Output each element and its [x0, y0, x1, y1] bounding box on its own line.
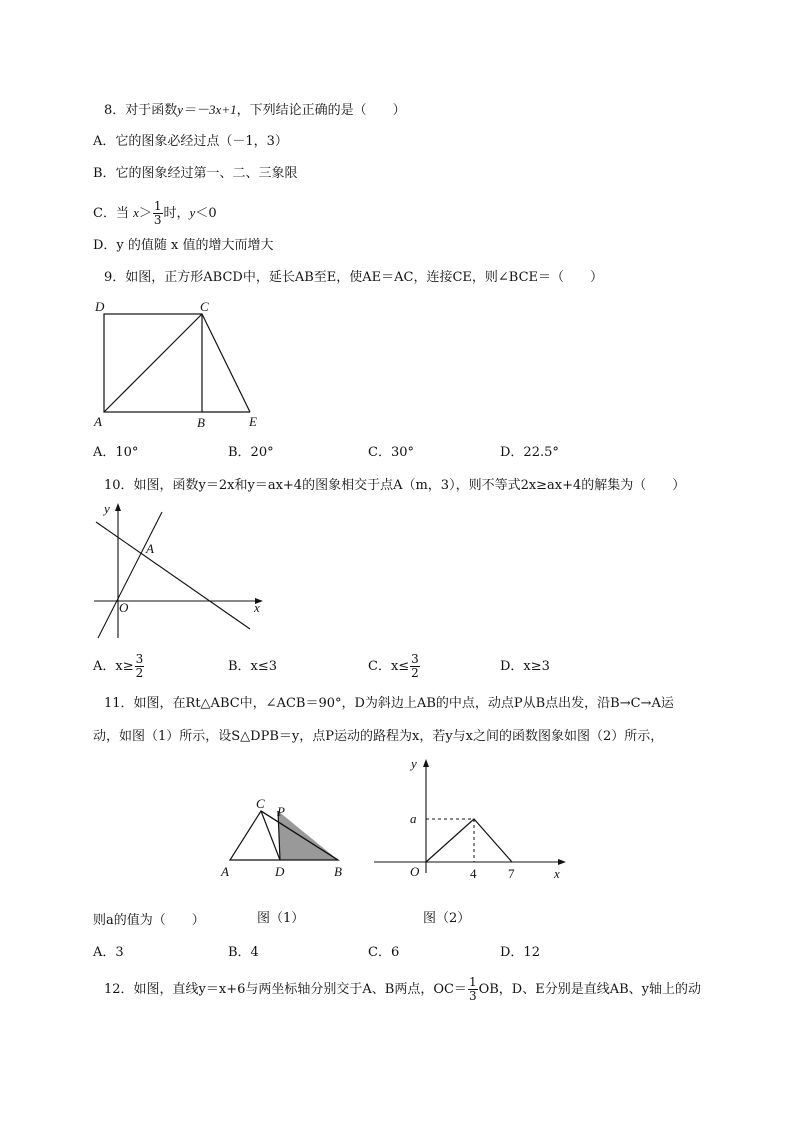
label-o: O [410, 864, 420, 879]
fraction-numerator: 1 [468, 975, 477, 989]
q9-option-c: C．30° [368, 445, 414, 460]
q10-option-c-fraction [410, 653, 420, 680]
label-a: a [410, 811, 417, 826]
q9-option-a: A．10° [93, 445, 139, 460]
q11-option-b: B．4 [228, 945, 259, 960]
q8-option-c-gt: ＞ [138, 206, 152, 221]
q10-graph-figure [90, 500, 270, 645]
q12-stem-prefix: 12．如图，直线y＝x+6与两坐标轴分别交于A、B两点，OC＝ [104, 982, 467, 997]
q10-option-c [368, 650, 421, 684]
q12-fraction [468, 976, 478, 1003]
label-b: B [334, 864, 342, 879]
q9-option-b: B．20° [228, 445, 274, 460]
q8-stem-suffix: ，下列结论正确的是（ ） [236, 103, 406, 118]
label-c: C [200, 299, 209, 314]
fraction-denominator: 3 [468, 989, 477, 1003]
q10-option-a-fraction [135, 653, 145, 680]
q11-stem-line2: 动，如图（1）所示，设S△DPB＝y，点P运动的路程为x，若y与x之间的函数图象如图（2）所示， [93, 729, 664, 744]
q9-square-figure [90, 298, 270, 433]
label-b: B [197, 415, 205, 430]
label-a: A [94, 414, 102, 429]
label-a: A [146, 541, 154, 556]
label-p: P [277, 804, 285, 819]
tick-label-4: 4 [470, 866, 477, 881]
q8-stem [104, 100, 406, 121]
q11-stem-line3: 则a的值为（ ） [93, 913, 205, 928]
q11-stem-line1: 11．如图，在Rt△ABC中，∠ACB＝90°，D为斜边上AB的中点，动点P从B点出发，沿B→C→A运 [104, 696, 674, 711]
q8-option-c-var: x [133, 205, 139, 220]
fraction-numerator: 3 [135, 652, 144, 666]
q8-option-c-end: ＜0 [195, 206, 217, 221]
q9-stem: 9．如图，正方形ABCD中，延长AB至E，使AE＝AC，连接CE，则∠BCE＝（ ） [104, 270, 604, 285]
fraction-numerator: 3 [411, 652, 419, 666]
q8-option-d: D．y 的值随 x 值的增大而增大 [93, 238, 274, 253]
fraction-numerator: 1 [153, 199, 162, 213]
fraction-denominator: 3 [153, 213, 162, 227]
q8-option-a: A．它的图象必经过点（－1，3） [93, 134, 288, 149]
q10-option-d: D．x≥3 [500, 659, 550, 674]
q11-option-a: A．3 [93, 945, 124, 960]
q8-option-c-prefix: C．当 [93, 206, 134, 221]
q12-stem [104, 973, 701, 1007]
shaded-triangle-dpb [278, 811, 338, 860]
q12-stem-suffix: OB，D、E分别是直线AB、y轴上的动 [478, 982, 701, 997]
tick-label-7: 7 [508, 866, 515, 881]
q11-triangle-figure [218, 795, 358, 885]
y-axis-arrow [115, 503, 121, 511]
label-d: D [95, 299, 105, 314]
fraction-denominator: 2 [135, 666, 144, 680]
x-axis-arrow [558, 859, 566, 865]
function-polyline [426, 819, 512, 862]
label-a: A [221, 864, 229, 879]
label-y: y [411, 756, 417, 771]
fraction-denominator: 2 [411, 666, 419, 680]
segment-ce [202, 314, 250, 412]
q8-option-c-y: y [189, 205, 196, 220]
q8-option-c [93, 196, 217, 230]
q11-option-c: C．6 [368, 945, 400, 960]
q10-option-b: B．x≤3 [228, 659, 278, 674]
q8-stem-prefix: 8．对于函数 [104, 103, 178, 118]
label-d: D [275, 864, 285, 879]
diagonal-ac [104, 314, 202, 412]
y-axis-arrow [423, 759, 429, 767]
line-y-2x [98, 512, 162, 638]
q8-option-b: B．它的图象经过第一、二、三象限 [93, 166, 298, 181]
q8-option-c-mid: 时， [163, 206, 190, 221]
q11-function-graph [366, 755, 576, 885]
fig1-caption: 图（1） [257, 911, 305, 926]
q10-option-c-prefix: C．x≤ [368, 659, 410, 674]
q10-option-a-prefix: A．x≥ [93, 659, 134, 674]
q8-stem-function: y＝－3x+1 [177, 102, 237, 117]
label-x: x [254, 600, 260, 615]
label-y: y [104, 501, 110, 516]
label-e: E [249, 414, 257, 429]
q9-option-d: D．22.5° [500, 445, 559, 460]
q10-option-a [93, 650, 145, 684]
label-x: x [554, 866, 560, 881]
q10-stem: 10．如图，函数y＝2x和y＝ax+4的图象相交于点A（m，3），则不等式2x≥ax+4的解集为（ ） [104, 478, 686, 493]
fig2-caption: 图（2） [423, 911, 471, 926]
q11-option-d: D．12 [500, 945, 540, 960]
q8-option-c-fraction [153, 200, 163, 227]
label-c: C [256, 796, 265, 811]
label-o: O [119, 600, 129, 615]
